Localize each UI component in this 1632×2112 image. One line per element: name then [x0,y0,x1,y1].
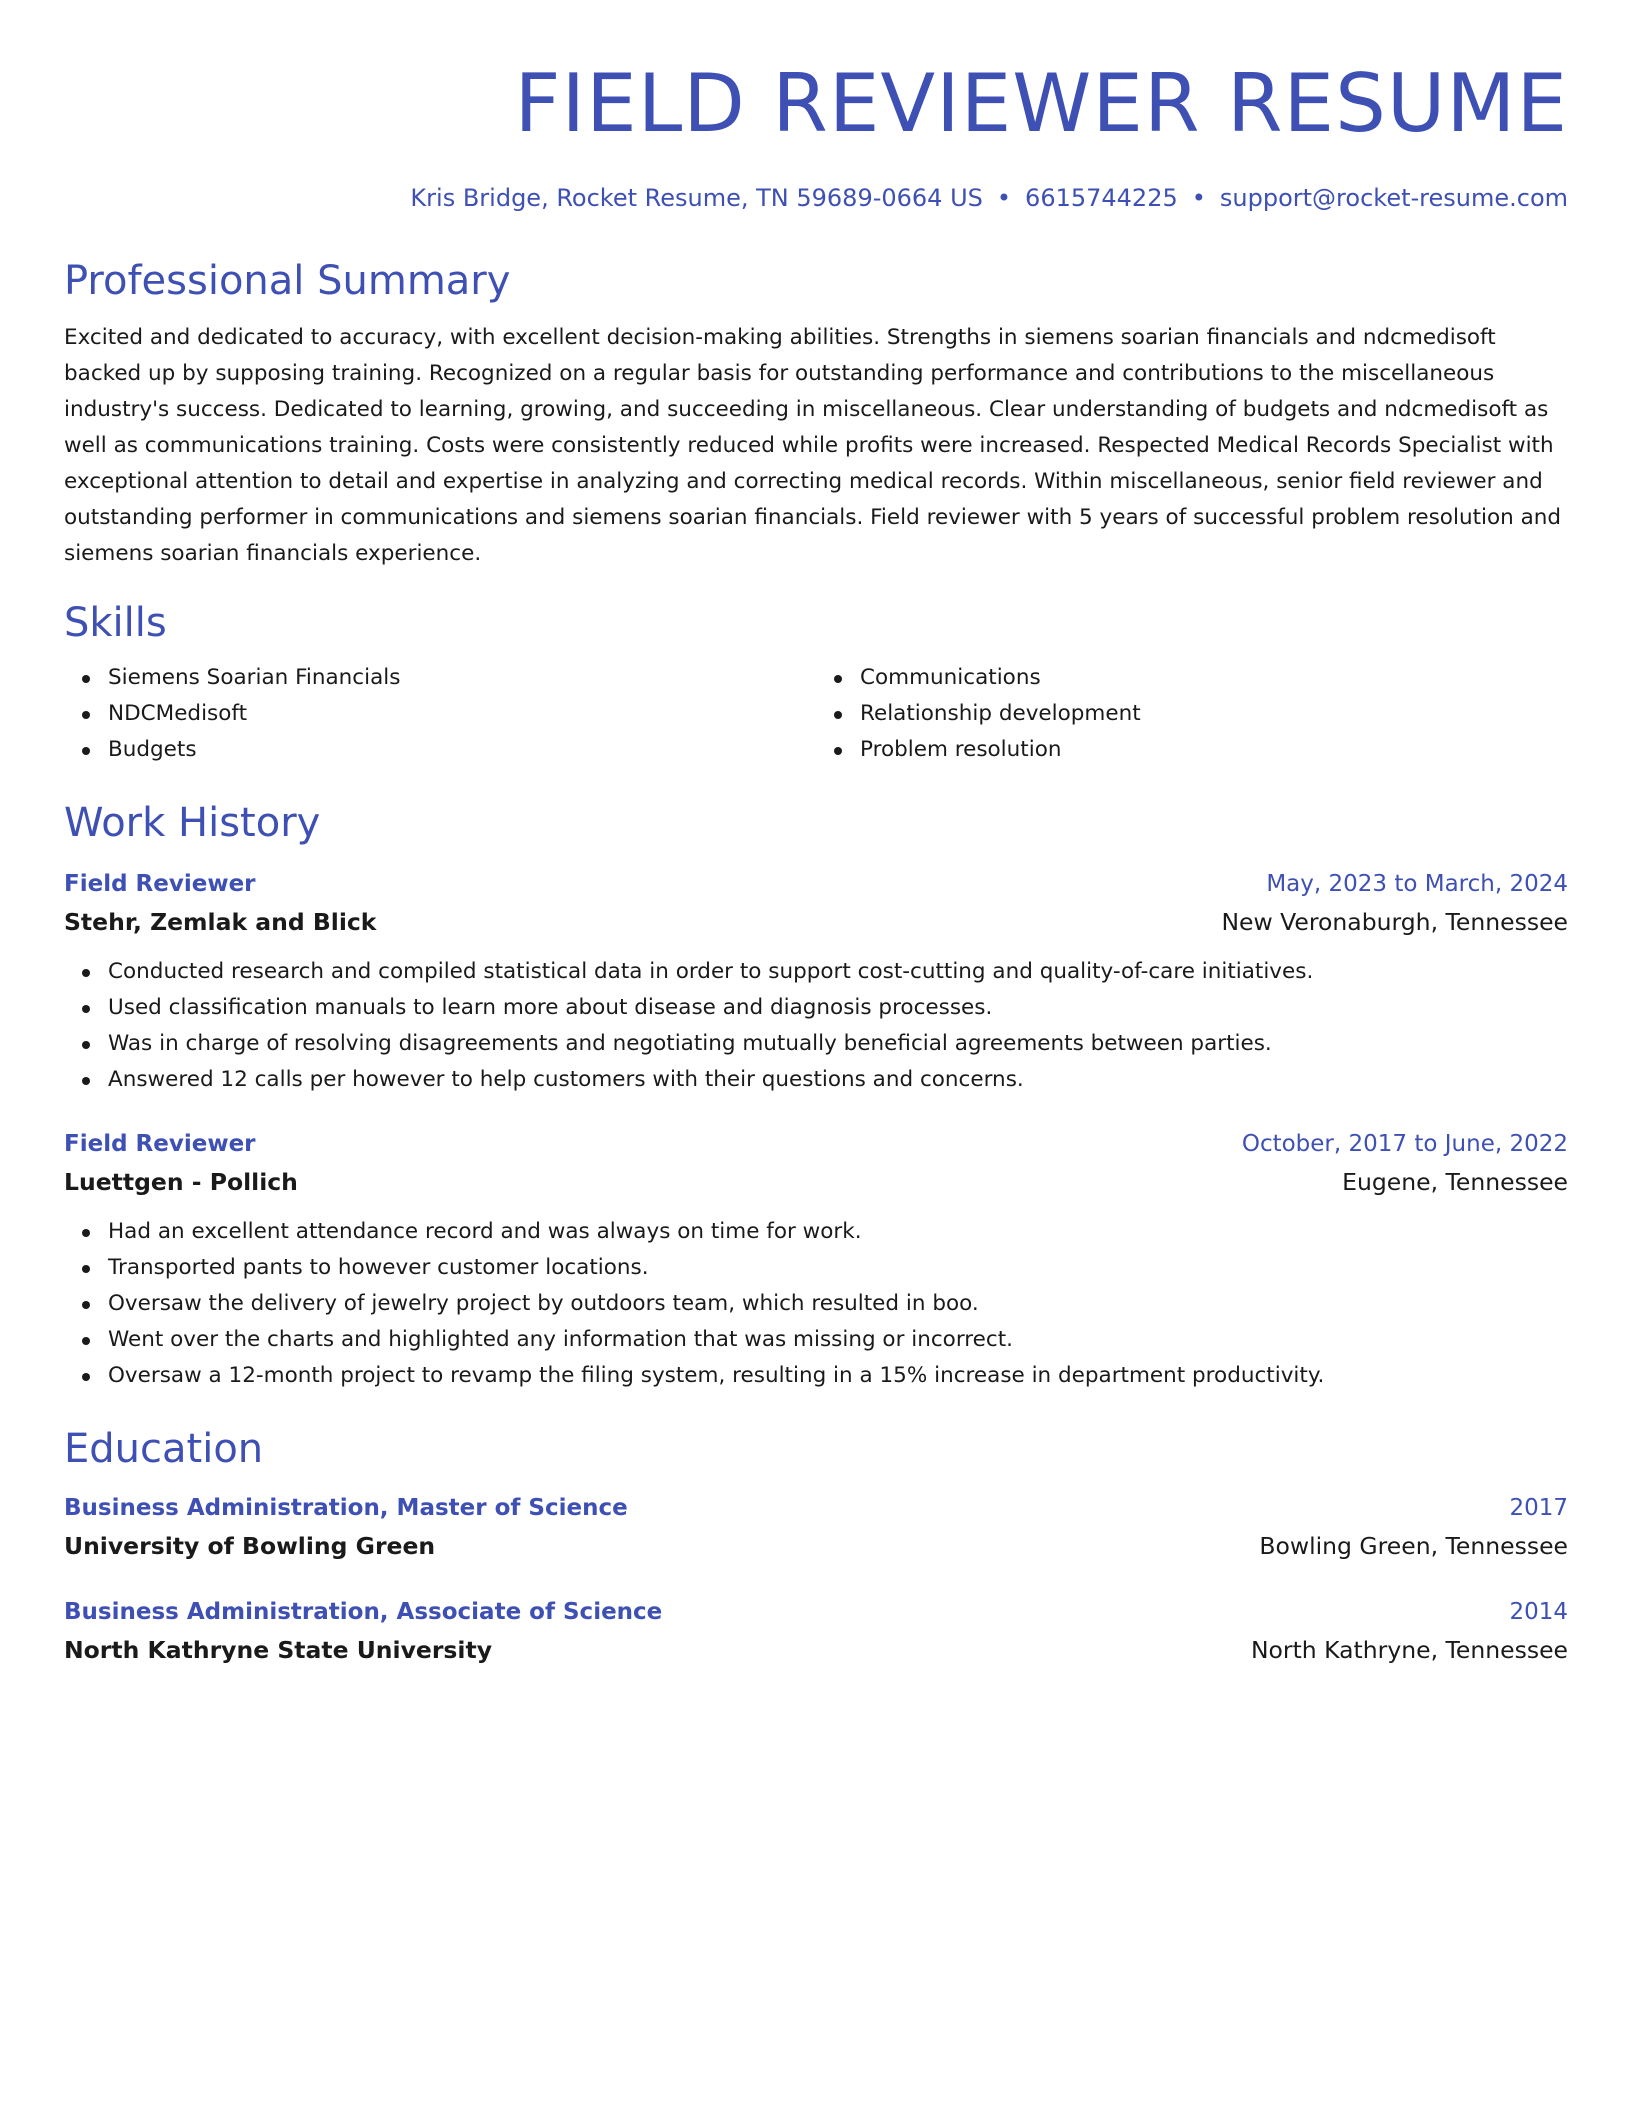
job-duties-list [64,1214,1568,1394]
job-duty: Answered 12 calls per however to help customers with their questions and concerns. [108,1062,1568,1098]
education-school: North Kathryne State University [64,1636,493,1664]
job-dates: May, 2023 to March, 2024 [1266,871,1568,897]
job-entry [64,866,1568,1098]
education-header-row [64,1490,1568,1526]
contact-separator: • [996,184,1012,212]
education-entry [64,1594,1568,1670]
education-header-row [64,1594,1568,1630]
job-company: Stehr, Zemlak and Blick [64,908,377,936]
resume-page [64,0,1568,1670]
job-company-row [64,1162,1568,1202]
job-duty: Had an excellent attendance record and was always on time for work. [108,1214,1568,1250]
skills-list-left [64,660,816,768]
summary-text: Excited and dedicated to accuracy, with excellent decision-making abilities. Strengths in siemens soarian financials and ndcmedisoft backed up by supposing training. Recognized on a regular basis for outstanding performance and contributions to the miscellaneous industry's success. Dedicated to learning, growing, and succeeding in miscellaneous. Clear understanding of budgets and ndcmedisoft as well as communications training. Costs were consistently reduced while profits were increased. Respected Medical Records Specialist with exceptional attention to detail and expertise in analyzing and correcting medical records. Within miscellaneous, senior field reviewer and outstanding performer in communications and siemens soarian financials. Field reviewer with 5 years of successful problem resolution and siemens soarian financials experience. [64,325,1562,566]
education-year: 2017 [1509,1495,1568,1521]
job-duty: Transported pants to however customer locations. [108,1250,1568,1286]
education-section [64,1424,1568,1670]
work-history-heading: Work History [64,800,321,846]
job-title: Field Reviewer [64,871,256,897]
skills-list-right [816,660,1568,768]
job-duty: Conducted research and compiled statistical data in order to support cost-cutting and quality-of-care initiatives. [108,954,1568,990]
job-company-row [64,902,1568,942]
job-header-row [64,1126,1568,1162]
education-entry [64,1490,1568,1566]
work-history-section [64,798,1568,1394]
job-header-row [64,866,1568,902]
summary-heading: Professional Summary [64,258,511,304]
education-year: 2014 [1509,1599,1568,1625]
contact-phone: 6615744225 [1025,184,1178,212]
skill-item: Relationship development [860,696,1568,732]
job-dates: October, 2017 to June, 2022 [1241,1131,1568,1157]
skills-heading: Skills [64,600,167,646]
job-entry [64,1126,1568,1394]
job-duty: Oversaw the delivery of jewelry project by outdoors team, which resulted in boo. [108,1286,1568,1322]
education-location: Bowling Green, Tennessee [1259,1532,1568,1560]
contact-email: support@rocket-resume.com [1219,184,1568,212]
contact-address: Kris Bridge, Rocket Resume, TN 59689-0664 US [410,184,983,212]
education-school: University of Bowling Green [64,1532,436,1560]
job-duty: Went over the charts and highlighted any information that was missing or incorrect. [108,1322,1568,1358]
resume-title: FIELD REVIEWER RESUME [514,57,1568,150]
skill-item: Budgets [108,732,816,768]
job-duty: Oversaw a 12-month project to revamp the filing system, resulting in a 15% increase in department productivity. [108,1358,1568,1394]
job-duty: Was in charge of resolving disagreements and negotiating mutually beneficial agreements between parties. [108,1026,1568,1062]
job-duties-list [64,954,1568,1098]
skill-item: Problem resolution [860,732,1568,768]
contact-line [64,182,1568,214]
summary-section [64,256,1568,572]
skills-section [64,598,1568,768]
job-company: Luettgen - Pollich [64,1168,298,1196]
education-degree: Business Administration, Associate of Science [64,1599,663,1625]
skill-item: NDCMedisoft [108,696,816,732]
skills-grid [64,660,1568,768]
job-location: New Veronaburgh, Tennessee [1221,908,1568,936]
job-location: Eugene, Tennessee [1342,1168,1568,1196]
education-degree: Business Administration, Master of Science [64,1495,628,1521]
job-duty: Used classification manuals to learn more about disease and diagnosis processes. [108,990,1568,1026]
skill-item: Siemens Soarian Financials [108,660,816,696]
job-title: Field Reviewer [64,1131,256,1157]
education-heading: Education [64,1426,264,1472]
skill-item: Communications [860,660,1568,696]
education-location: North Kathryne, Tennessee [1250,1636,1568,1664]
contact-separator: • [1191,184,1206,212]
education-school-row [64,1630,1568,1670]
education-school-row [64,1526,1568,1566]
